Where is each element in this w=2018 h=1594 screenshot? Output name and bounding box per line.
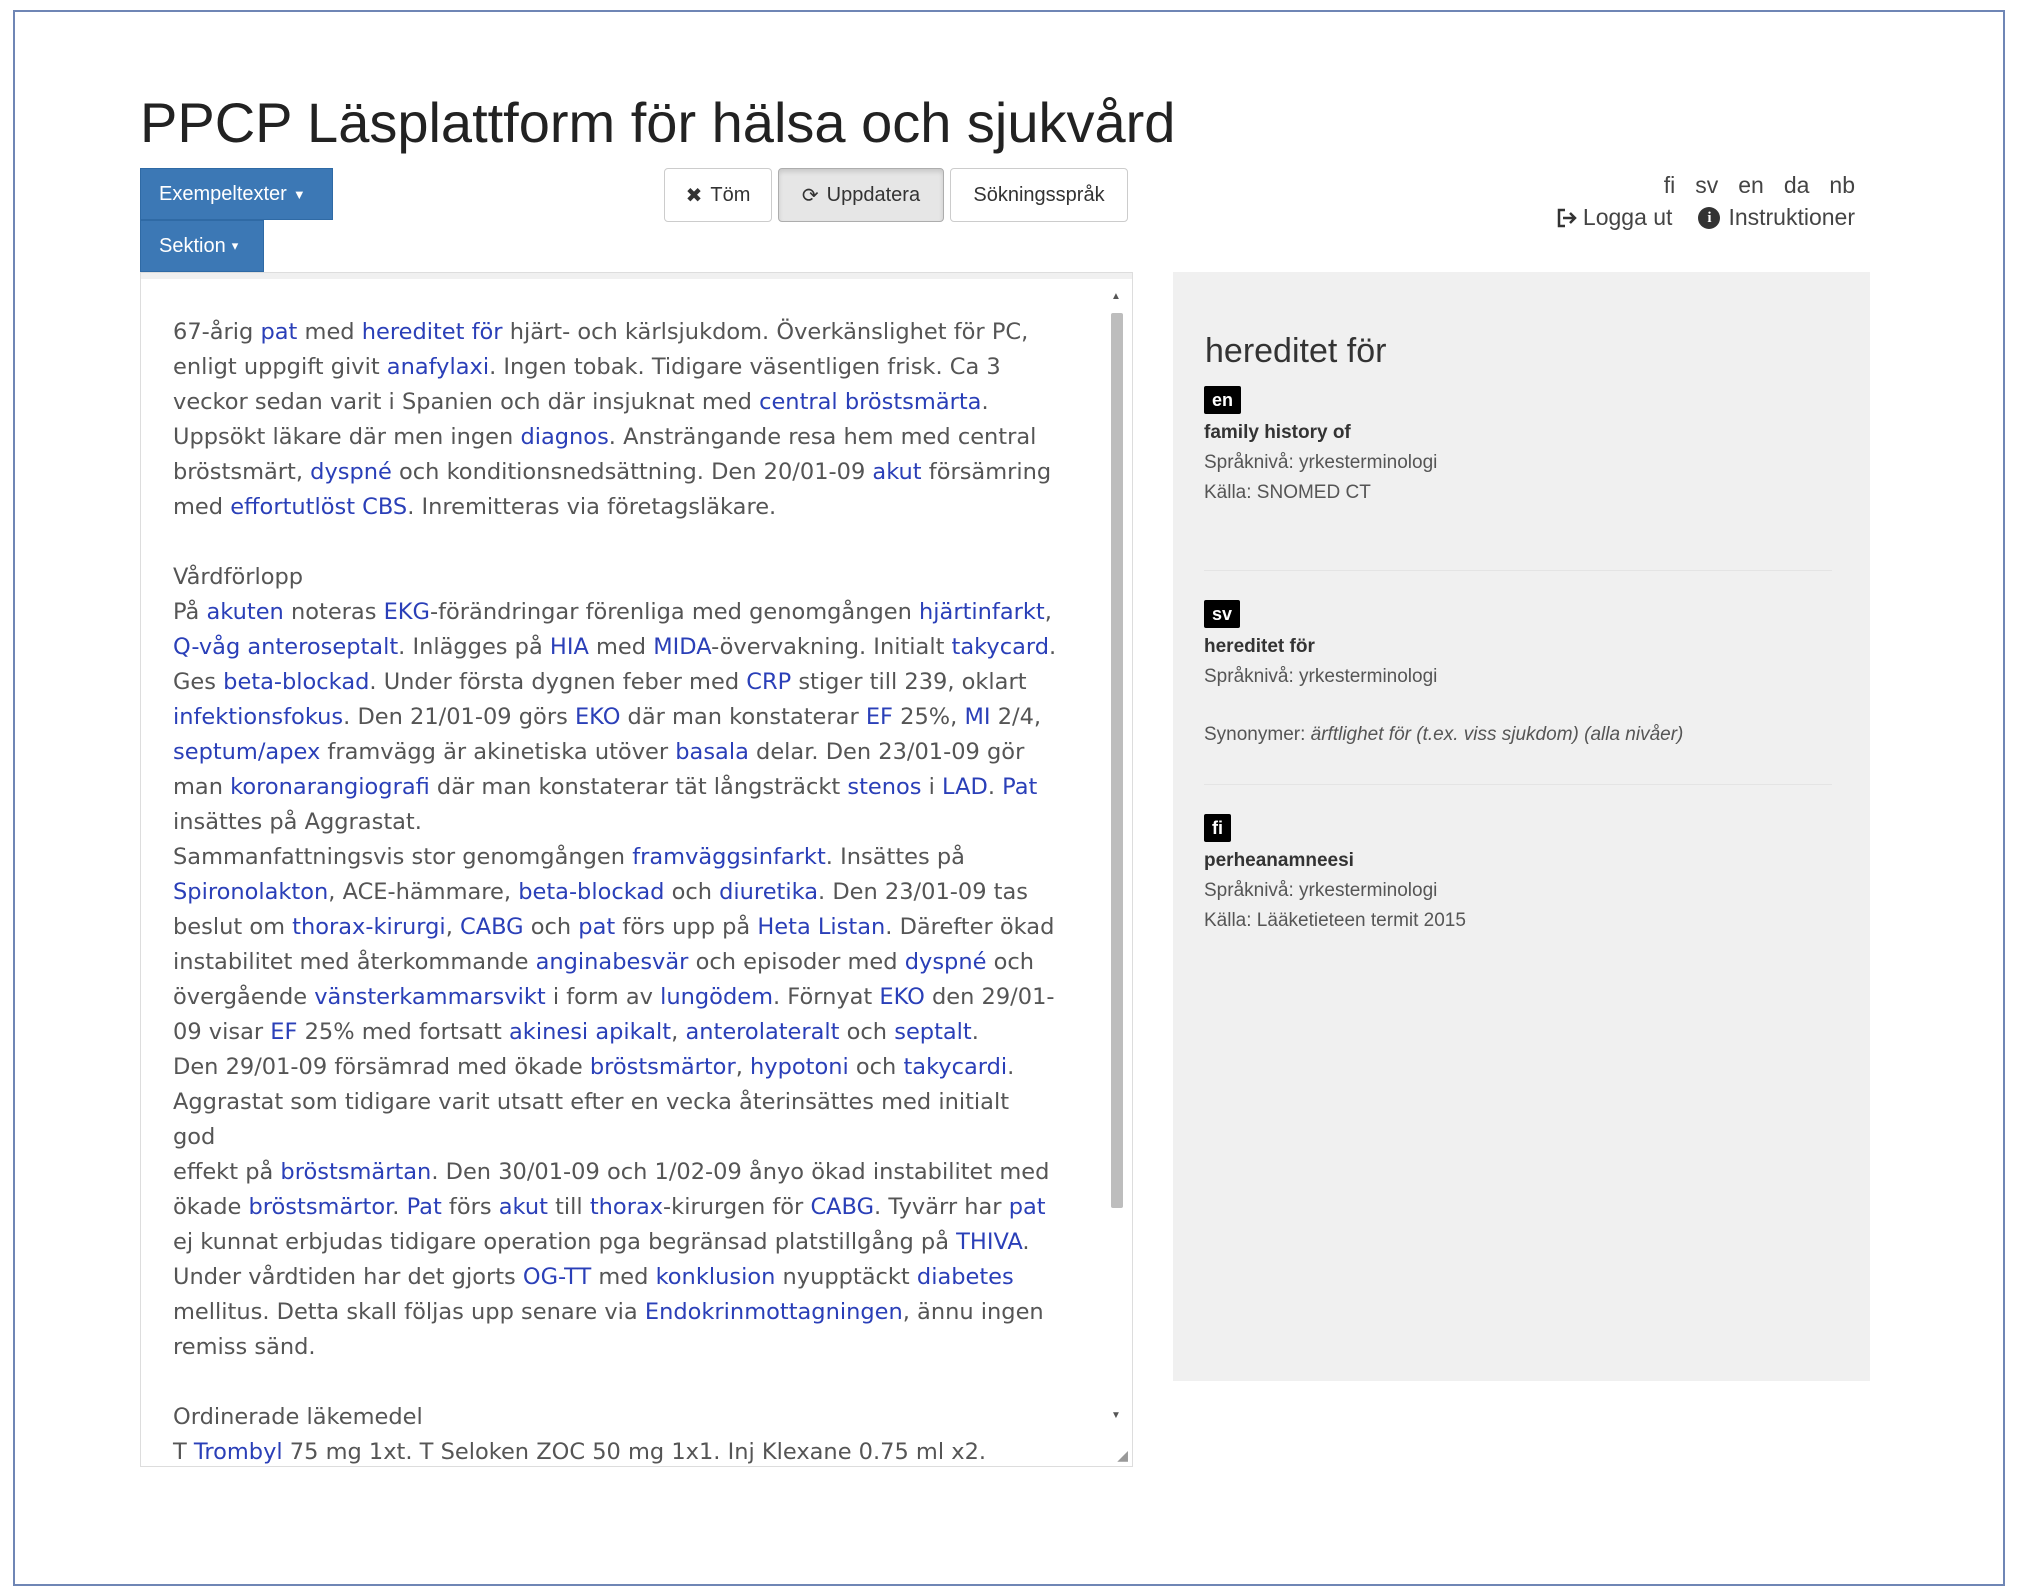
- term-link[interactable]: septum/apex: [173, 739, 321, 765]
- term-link[interactable]: takycardi: [903, 1054, 1008, 1080]
- paragraph: T Trombyl 75 mg 1xt. T Seloken ZOC 50 mg 1x1. Inj Klexane 0.75 ml x2.: [173, 1439, 987, 1465]
- logout-link[interactable]: [1555, 204, 1673, 231]
- section-label: Sektion: [159, 234, 226, 257]
- language-link[interactable]: da: [1783, 172, 1810, 198]
- term-level: Språknivå: yrkesterminologi: [1204, 452, 1438, 473]
- term-link[interactable]: diuretika: [719, 879, 819, 905]
- scroll-up-icon[interactable]: ▲: [1111, 291, 1121, 302]
- term-link[interactable]: dyspné: [904, 949, 987, 975]
- term-link[interactable]: akut: [872, 459, 922, 485]
- term-link[interactable]: akinesi apikalt: [509, 1019, 672, 1045]
- scrollbar[interactable]: [1108, 291, 1124, 1421]
- refresh-icon: ⟳: [801, 184, 819, 207]
- term-link[interactable]: bröstsmärtan: [280, 1159, 432, 1185]
- term-link[interactable]: dyspné: [310, 459, 392, 485]
- term-link[interactable]: CABG: [460, 914, 524, 940]
- paragraph: 67-årig pat med hereditet för hjärt- och kärlsjukdom. Överkänslighet för PC, enligt uppgift givit anafylaxi. Ingen tobak. Tidigare väsentligen frisk. Ca 3 veckor sedan varit i Spanien och där insjuknat med central bröstsmärta. Uppsökt läkare där men ingen diagnos. Ansträngande resa hem med central bröstsmärt, dyspné och konditionsnedsättning. Den 20/01-09 akut försämring med effortutlöst CBS. Inremitteras via företagsläkare.: [173, 319, 1052, 520]
- close-icon: ✖: [685, 184, 703, 207]
- term-entry-en: [1204, 386, 1437, 504]
- term-link[interactable]: EKO: [574, 704, 621, 730]
- term-link[interactable]: thorax-kirurgi: [292, 914, 446, 940]
- term-info-panel: [1173, 272, 1870, 1381]
- instructions-label: Instruktioner: [1728, 204, 1855, 230]
- term-link[interactable]: Spironolakton: [173, 879, 329, 905]
- scrollbar-thumb[interactable]: [1111, 313, 1123, 1208]
- term-link[interactable]: Endokrinmottagningen: [644, 1299, 903, 1325]
- logout-icon: [1555, 207, 1577, 229]
- term-link[interactable]: EKG: [383, 599, 430, 625]
- text-panel[interactable]: [140, 272, 1133, 1467]
- term-link[interactable]: bröstsmärtor: [589, 1054, 736, 1080]
- term-link[interactable]: Heta Listan: [757, 914, 886, 940]
- term-link[interactable]: infektionsfokus: [173, 704, 344, 730]
- term-name: family history of: [1204, 422, 1351, 443]
- language-badge: sv: [1204, 600, 1240, 628]
- term-link[interactable]: pat: [1008, 1194, 1046, 1220]
- term-link[interactable]: lungödem: [660, 984, 773, 1010]
- section-dropdown-button[interactable]: [140, 220, 264, 272]
- language-link[interactable]: fi: [1663, 172, 1676, 198]
- caret-down-icon: ▾: [231, 238, 239, 253]
- term-link[interactable]: EF: [270, 1019, 298, 1045]
- update-button[interactable]: [778, 168, 944, 222]
- term-link[interactable]: central bröstsmärta: [759, 389, 982, 415]
- synonyms-text: ärftlighet för (t.ex. viss sjukdom) (alla nivåer): [1310, 724, 1684, 745]
- page-title: PPCP Läsplattform för hälsa och sjukvård: [140, 91, 1176, 154]
- term-link[interactable]: vänsterkammarsvikt: [314, 984, 546, 1010]
- term-link[interactable]: diabetes: [916, 1264, 1014, 1290]
- term-link[interactable]: OG-TT: [522, 1264, 592, 1290]
- section-heading: Ordinerade läkemedel: [173, 1404, 423, 1430]
- language-link[interactable]: nb: [1829, 172, 1855, 198]
- update-label: Uppdatera: [826, 183, 921, 206]
- term-entry-sv: [1204, 600, 1683, 746]
- term-link[interactable]: koronarangiografi: [230, 774, 430, 800]
- term-link[interactable]: effortutlöst CBS: [230, 494, 408, 520]
- term-entry-fi: [1204, 814, 1466, 932]
- term-link[interactable]: EKO: [879, 984, 925, 1010]
- term-link[interactable]: konklusion: [655, 1264, 776, 1290]
- term-title: hereditet för: [1205, 332, 1387, 370]
- term-link[interactable]: thorax: [589, 1194, 664, 1220]
- language-badge: fi: [1204, 814, 1231, 842]
- term-link[interactable]: LAD: [942, 774, 988, 800]
- term-source: Källa: SNOMED CT: [1204, 482, 1371, 503]
- term-link[interactable]: takycard: [951, 634, 1049, 660]
- term-source: Källa: Lääketieteen termit 2015: [1204, 910, 1466, 931]
- term-link[interactable]: anginabesvär: [535, 949, 689, 975]
- term-link[interactable]: beta-blockad: [518, 879, 665, 905]
- term-link[interactable]: diagnos: [520, 424, 609, 450]
- term-link[interactable]: MIDA: [653, 634, 712, 660]
- term-link[interactable]: anafylaxi: [386, 354, 490, 380]
- term-link[interactable]: CABG: [810, 1194, 875, 1220]
- term-link[interactable]: CRP: [746, 669, 792, 695]
- term-link[interactable]: framväggsinfarkt: [632, 844, 826, 870]
- text-content[interactable]: [173, 315, 1058, 1465]
- term-link[interactable]: anterolateralt: [685, 1019, 840, 1045]
- resize-handle-icon[interactable]: ◢: [1117, 1447, 1128, 1463]
- search-language-button[interactable]: [950, 168, 1128, 222]
- term-link[interactable]: septalt: [894, 1019, 972, 1045]
- instructions-link[interactable]: [1698, 204, 1855, 231]
- divider: [1204, 784, 1832, 785]
- language-badge: en: [1204, 386, 1241, 414]
- term-link[interactable]: beta-blockad: [223, 669, 370, 695]
- term-link[interactable]: akuten: [206, 599, 284, 625]
- section-heading: Vårdförlopp: [173, 564, 304, 590]
- term-level: Språknivå: yrkesterminologi: [1204, 666, 1438, 687]
- term-synonyms: [1204, 724, 1683, 746]
- language-switcher: [1664, 172, 1855, 199]
- term-link[interactable]: Pat: [1002, 774, 1038, 800]
- term-link[interactable]: HIA: [549, 634, 589, 660]
- info-icon: i: [1698, 207, 1720, 229]
- term-link[interactable]: stenos: [847, 774, 922, 800]
- term-link[interactable]: MI: [964, 704, 991, 730]
- caret-down-icon: ▼: [292, 186, 306, 202]
- term-name: hereditet för: [1204, 636, 1315, 657]
- logout-label: Logga ut: [1582, 204, 1673, 230]
- examples-label: Exempeltexter: [159, 182, 287, 205]
- term-link[interactable]: Pat: [406, 1194, 442, 1220]
- paragraph: På akuten noteras EKG-förändringar förenliga med genomgången hjärtinfarkt, Q-våg anteroseptalt. Inlägges på HIA med MIDA-övervakning. Initialt takycard. Ges beta-blockad. Under första dygnen feber med CRP stiger till 239, oklart infektionsfokus. Den 21/01-09 görs EKO där man konstaterar EF 25%, MI 2/4, septum/apex framvägg är akinetiska utöver basala delar. Den 23/01-09 gör man koronarangiografi där man konstaterar tät långsträckt stenos i LAD. Pat insättes på Aggrastat. Sammanfattningsvis stor genomgången framväggsinfarkt. Insättes på Spironolakton, ACE-hämmare, beta-blockad och diuretika. Den 23/01-09 tas beslut om thorax-kirurgi, CABG och pat förs upp på Heta Listan. Därefter ökad instabilitet med återkommande anginabesvär och episoder med dyspné och övergående vänsterkammarsvikt i form av lungödem. Förnyat EKO den 29/01- 09 visar EF 25% med fortsatt akinesi apikalt, anterolateralt och septalt. Den 29/01-09 försämrad med ökade bröstsmärtor, hypotoni och takycardi. Aggrastat som tidigare varit utsatt efter en vecka återinsättes med initialt god effekt på bröstsmärtan. Den 30/01-09 och 1/02-09 ånyo ökad instabilitet med ökade bröstsmärtor. Pat förs akut till thorax-kirurgen för CABG. Tyvärr har pat ej kunnat erbjudas tidigare operation pga begränsad platstillgång på THIVA. Under vårdtiden har det gjorts OG-TT med konklusion nyupptäckt diabetes mellitus. Detta skall följas upp senare via Endokrinmottagningen, ännu ingen remiss sänd.: [173, 599, 1057, 1360]
- term-name: perheanamneesi: [1204, 850, 1354, 871]
- term-link[interactable]: Trombyl: [193, 1439, 283, 1465]
- term-link[interactable]: THIVA: [956, 1229, 1023, 1255]
- examples-dropdown-button[interactable]: [140, 168, 333, 220]
- clear-label: Töm: [710, 183, 751, 206]
- term-link[interactable]: pat: [260, 319, 298, 345]
- user-links: [1555, 204, 1855, 231]
- search-language-label: Sökningsspråk: [973, 183, 1105, 206]
- language-link[interactable]: en: [1738, 172, 1764, 198]
- term-link[interactable]: akut: [498, 1194, 548, 1220]
- term-link[interactable]: Q-våg anteroseptalt: [173, 634, 399, 660]
- language-link[interactable]: sv: [1695, 172, 1719, 198]
- term-link[interactable]: EF: [865, 704, 894, 730]
- term-link[interactable]: basala: [675, 739, 749, 765]
- divider: [1204, 570, 1832, 571]
- term-link[interactable]: bröstsmärtor: [248, 1194, 393, 1220]
- term-link[interactable]: pat: [578, 914, 616, 940]
- term-link[interactable]: hjärtinfarkt: [919, 599, 1045, 625]
- scroll-down-icon[interactable]: ▼: [1111, 1410, 1121, 1421]
- term-link[interactable]: hypotoni: [750, 1054, 849, 1080]
- term-link[interactable]: hereditet för: [361, 319, 503, 345]
- clear-button[interactable]: [664, 168, 772, 222]
- synonyms-prefix: Synonymer:: [1204, 724, 1306, 745]
- term-level: Språknivå: yrkesterminologi: [1204, 880, 1438, 901]
